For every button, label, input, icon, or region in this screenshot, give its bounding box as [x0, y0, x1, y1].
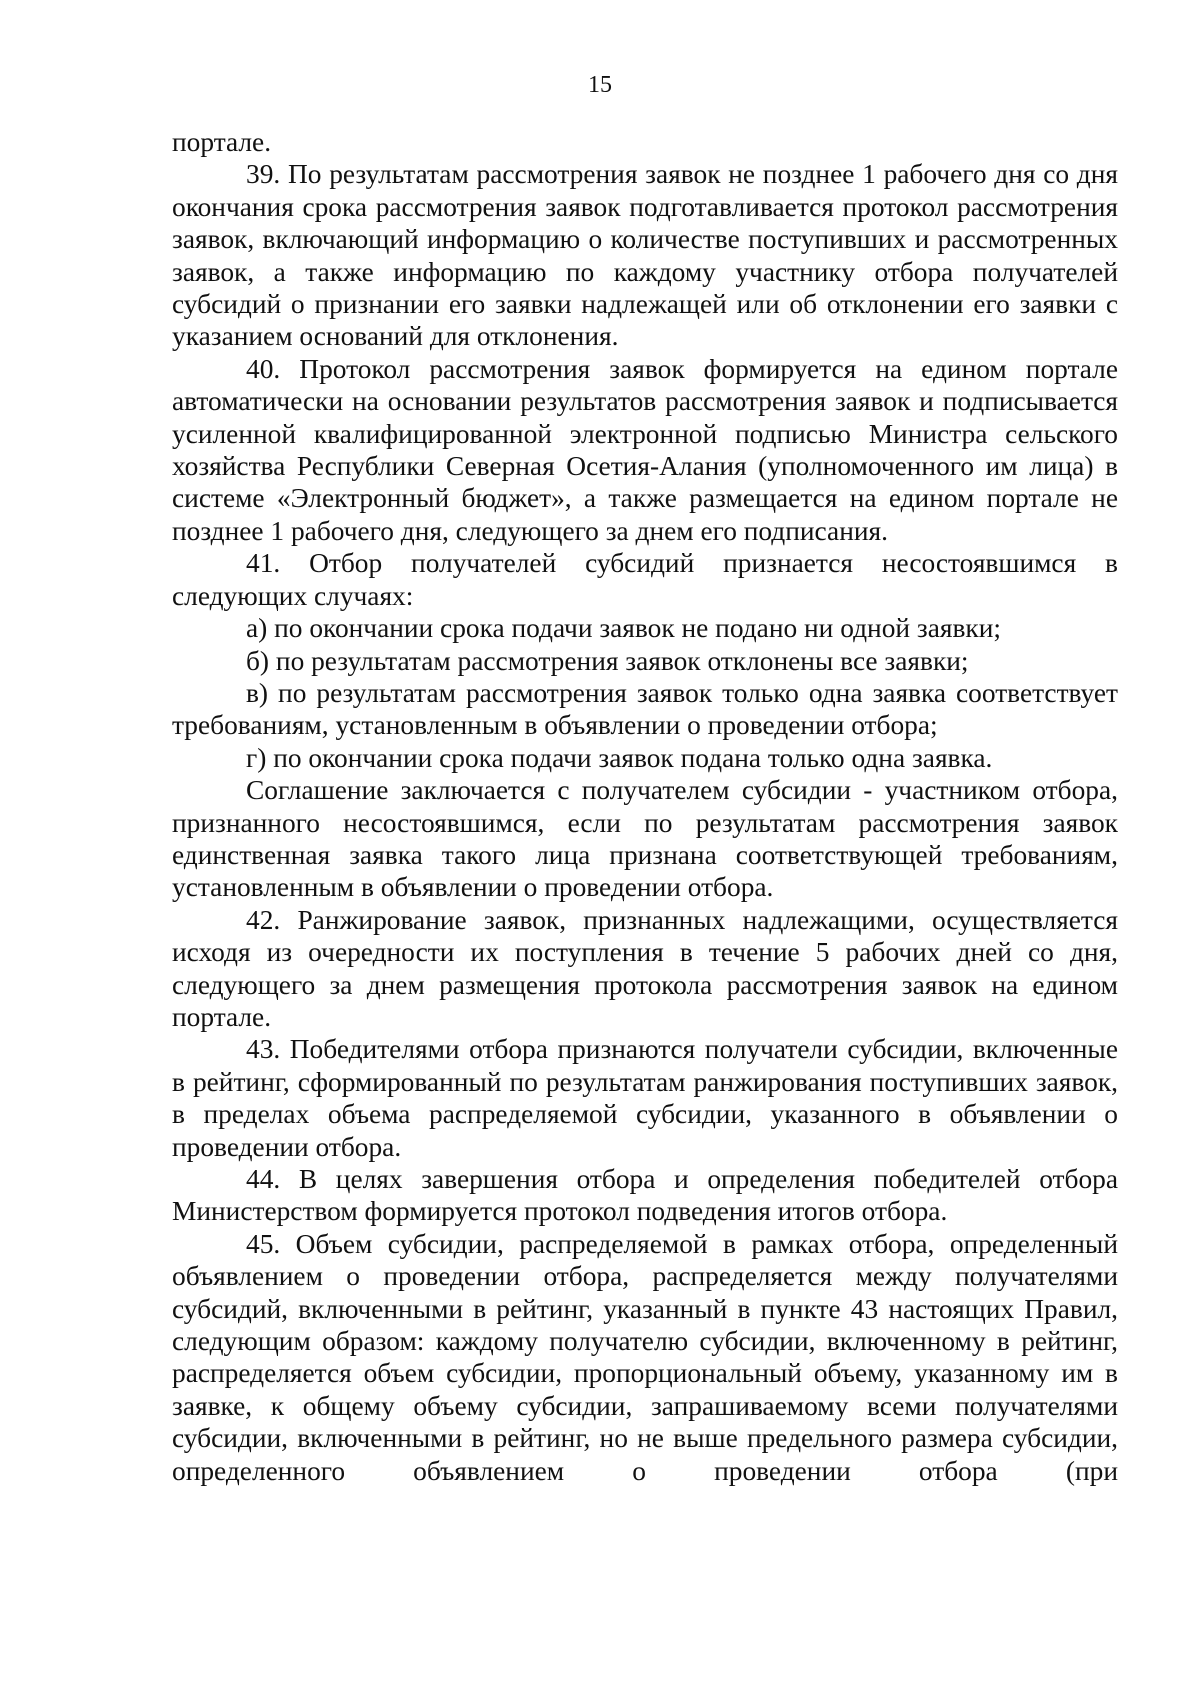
paragraph-continuation: портале. — [172, 127, 272, 157]
paragraph-clause-44: 44. В целях завершения отбора и определения победителей отбора Министерством формируется протокол подведения итогов отбора. — [172, 1164, 1118, 1227]
document-body — [172, 126, 1118, 1487]
paragraph-clause-41: 41. Отбор получателей субсидий признается несостоявшимся в следующих случаях: — [172, 548, 1118, 611]
paragraph-clause-41-b: б) по результатам рассмотрения заявок отклонены все заявки; — [246, 645, 969, 676]
paragraph-clause-41-g: г) по окончании срока подачи заявок подана только одна заявка. — [246, 742, 993, 773]
paragraph-clause-45: 45. Объем субсидии, распределяемой в рамках отбора, определенный объявлением о проведении отбора, распределяется между получателями субсидий, включенными в рейтинг, указанный в пункте 43 настоящих Правил, следующим образом: каждому получателю субсидии, включенному в рейтинг, распределяется объем субсидии, пропорциональный объему, указанному им в заявке, к общему объему субсидии, запрашиваемому всеми получателями субсидии, включенными в рейтинг, но не выше предельного размера субсидии, определенного объявлением о проведении отбора (при — [172, 1228, 1118, 1486]
page-number: 15 — [588, 72, 612, 98]
paragraph-clause-43: 43. Победителями отбора признаются получатели субсидии, включенные в рейтинг, сформированный по результатам ранжирования поступивших заявок, в пределах объема распределяемой субсидии, указанного в объявлении о проведении отбора. — [172, 1034, 1118, 1162]
paragraph-clause-41-v: в) по результатам рассмотрения заявок только одна заявка соответствует требованиям, установленным в объявлении о проведении отбора; — [172, 677, 1118, 741]
paragraph-agreement: Соглашение заключается с получателем субсидии - участником отбора, признанного несостоявшимся, если по результатам рассмотрения заявок единственная заявка такого лица признана соответствующей требованиям, установленным в объявлении о проведении отбора. — [172, 775, 1118, 903]
paragraph-clause-41-a: а) по окончании срока подачи заявок не подано ни одной заявки; — [246, 613, 1001, 644]
paragraph-clause-39: 39. По результатам рассмотрения заявок не позднее 1 рабочего дня со дня окончания срока рассмотрения заявок подготавливается протокол рассмотрения заявок, включающий информацию о количестве поступивших и рассмотренных заявок, а также информацию по каждому участнику отбора получателей субсидий о признании его заявки надлежащей или об отклонении его заявки с указанием оснований для отклонения. — [172, 159, 1118, 352]
paragraph-clause-40: 40. Протокол рассмотрения заявок формируется на едином портале автоматически на основании результатов рассмотрения заявок и подписывается усиленной квалифицированной электронной подписью Министра сельского хозяйства Республики Северная Осетия-Алания (уполномоченного им лица) в системе «Электронный бюджет», а также размещается на едином портале не позднее 1 рабочего дня, следующего за днем его подписания. — [172, 353, 1118, 546]
paragraph-clause-42: 42. Ранжирование заявок, признанных надлежащими, осуществляется исходя из очередности их поступления в течение 5 рабочих дней со дня, следующего за днем размещения протокола рассмотрения заявок на едином портале. — [172, 904, 1118, 1032]
